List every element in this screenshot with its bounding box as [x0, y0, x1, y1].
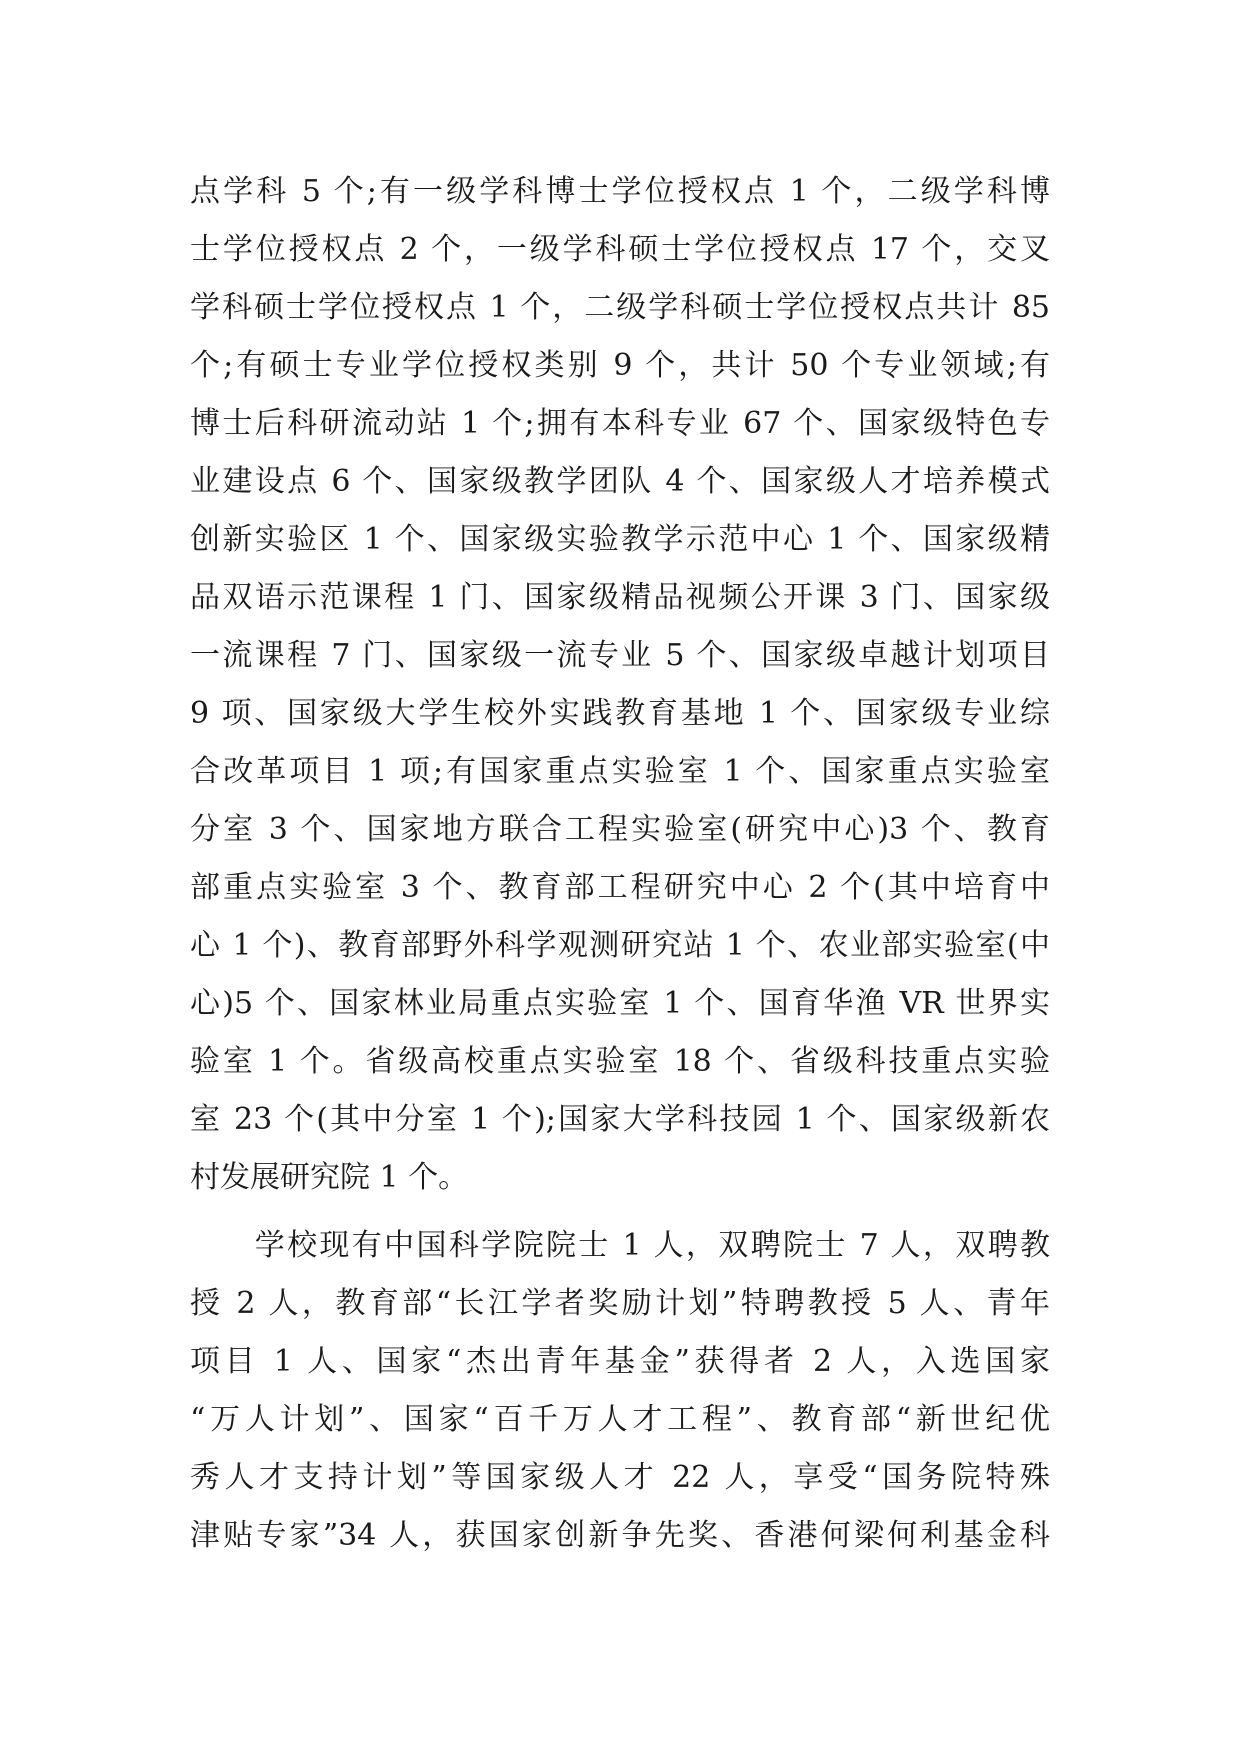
- text-line: 心)5 个、国家林业局重点实验室 1 个、国育华渔 VR 世界实: [190, 986, 1050, 1021]
- paragraph-2: [190, 1217, 1050, 1565]
- text-line: 授 2 人，教育部“长江学者奖励计划”特聘教授 5 人、青年: [190, 1286, 1050, 1321]
- text-line: 业建设点 6 个、国家级教学团队 4 个、国家级人才培养模式: [190, 464, 1050, 499]
- text-line: 一流课程 7 门、国家级一流专业 5 个、国家级卓越计划项目: [190, 638, 1050, 673]
- text-line: 分室 3 个、国家地方联合工程实验室(研究中心)3 个、教育: [190, 812, 1050, 847]
- text-line: 创新实验区 1 个、国家级实验教学示范中心 1 个、国家级精: [190, 522, 1050, 557]
- text-line: 合改革项目 1 项;有国家重点实验室 1 个、国家重点实验室: [190, 754, 1050, 789]
- text-line: 村发展研究院 1 个。: [190, 1160, 469, 1195]
- text-line: 品双语示范课程 1 门、国家级精品视频公开课 3 门、国家级: [190, 580, 1050, 615]
- text-line: 博士后科研流动站 1 个;拥有本科专业 67 个、国家级特色专: [190, 406, 1050, 441]
- text-line: 秀人才支持计划”等国家级人才 22 人，享受“国务院特殊: [190, 1460, 1050, 1495]
- paragraph-gap: [190, 1207, 1050, 1217]
- text-line: 项目 1 人、国家“杰出青年基金”获得者 2 人，入选国家: [190, 1344, 1050, 1379]
- text-line: 个;有硕士专业学位授权类别 9 个，共计 50 个专业领域;有: [190, 348, 1050, 383]
- text-line: 学科硕士学位授权点 1 个，二级学科硕士学位授权点共计 85: [190, 290, 1050, 325]
- text-line: 心 1 个)、教育部野外科学观测研究站 1 个、农业部实验室(中: [190, 928, 1050, 963]
- text-line: 室 23 个(其中分室 1 个);国家大学科技园 1 个、国家级新农: [190, 1102, 1050, 1137]
- body-text: [190, 163, 1050, 1565]
- text-line: 验室 1 个。省级高校重点实验室 18 个、省级科技重点实验: [190, 1044, 1050, 1079]
- paragraph-1: [190, 163, 1050, 1207]
- text-line: 点学科 5 个;有一级学科博士学位授权点 1 个，二级学科博: [190, 174, 1050, 209]
- text-line: 9 项、国家级大学生校外实践教育基地 1 个、国家级专业综: [190, 696, 1050, 731]
- text-line: 部重点实验室 3 个、教育部工程研究中心 2 个(其中培育中: [190, 870, 1050, 905]
- text-line: 士学位授权点 2 个，一级学科硕士学位授权点 17 个，交叉: [190, 232, 1050, 267]
- text-line: 学校现有中国科学院院士 1 人，双聘院士 7 人，双聘教: [190, 1228, 1050, 1263]
- text-line: 津贴专家”34 人，获国家创新争先奖、香港何梁何利基金科: [190, 1518, 1050, 1553]
- text-line: “万人计划”、国家“百千万人才工程”、教育部“新世纪优: [190, 1402, 1050, 1437]
